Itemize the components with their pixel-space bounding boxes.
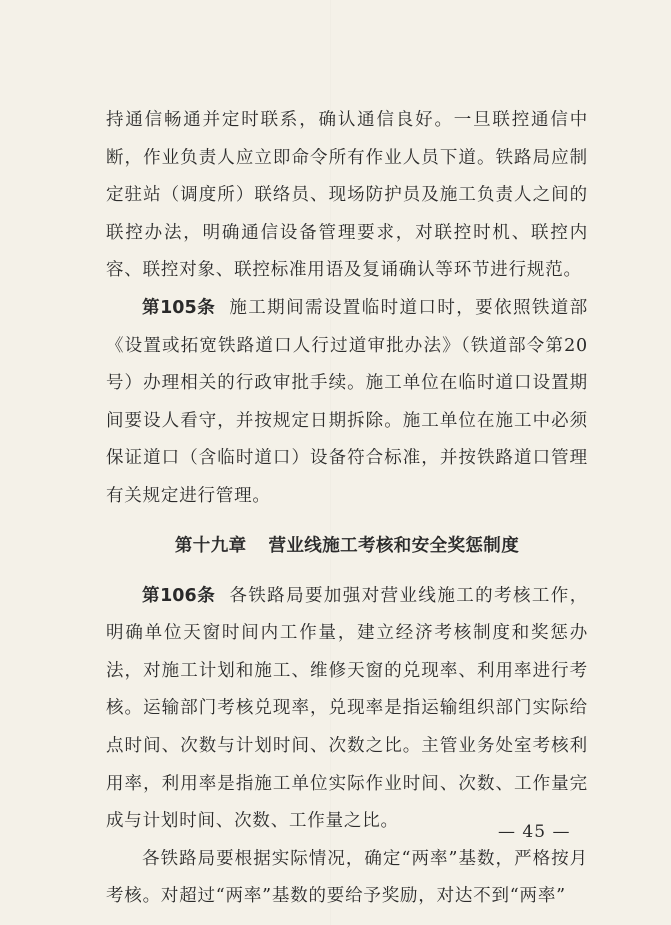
chapter-number: 第十九章 xyxy=(174,535,247,556)
article-106 xyxy=(106,578,588,841)
document-page-body xyxy=(106,102,588,916)
article-number: 第106条 xyxy=(142,585,216,606)
paragraph-continuation xyxy=(106,102,588,290)
paragraph-text: 持通信畅通并定时联系，确认通信良好。一旦联控通信中断，作业负责人应立即命令所有作业人员下道。铁路局应制定驻站（调度所）联络员、现场防护员及施工负责人之间的联控办法，明确通信设备管理要求，对联控时机、联控内容、联控对象、联控标准用语及复诵确认等环节进行规范。 xyxy=(106,110,588,281)
paragraph-text: 各铁路局要根据实际情况，确定“两率”基数，严格按月考核。对超过“两率”基数的要给予奖励，对达不到“两率” xyxy=(106,848,588,907)
article-text: 各铁路局要加强对营业线施工的考核工作，明确单位天窗时间内工作量，建立经济考核制度和奖惩办法，对施工计划和施工、维修天窗的兑现率、利用率进行考核。运输部门考核兑现率，兑现率是指运输组织部门实际给点时间、次数与计划时间、次数之比。主管业务处室考核利用率，利用率是指施工单位实际作业时间、次数、工作量完成与计划时间、次数、工作量之比。 xyxy=(106,585,588,832)
chapter-title: 营业线施工考核和安全奖惩制度 xyxy=(268,535,520,556)
article-105 xyxy=(106,290,588,516)
chapter-heading xyxy=(106,532,588,560)
page-number: — 45 — xyxy=(498,822,571,842)
article-text: 施工期间需设置临时道口时，要依照铁道部《设置或拓宽铁路道口人行过道审批办法》（铁道部令第20号）办理相关的行政审批手续。施工单位在临时道口设置期间要设人看守，并按规定日期拆除。施工单位在施工中必须保证道口（含临时道口）设备符合标准，并按铁路道口管理有关规定进行管理。 xyxy=(106,297,588,506)
article-number: 第105条 xyxy=(142,297,216,318)
paragraph-two-rates xyxy=(106,841,588,916)
